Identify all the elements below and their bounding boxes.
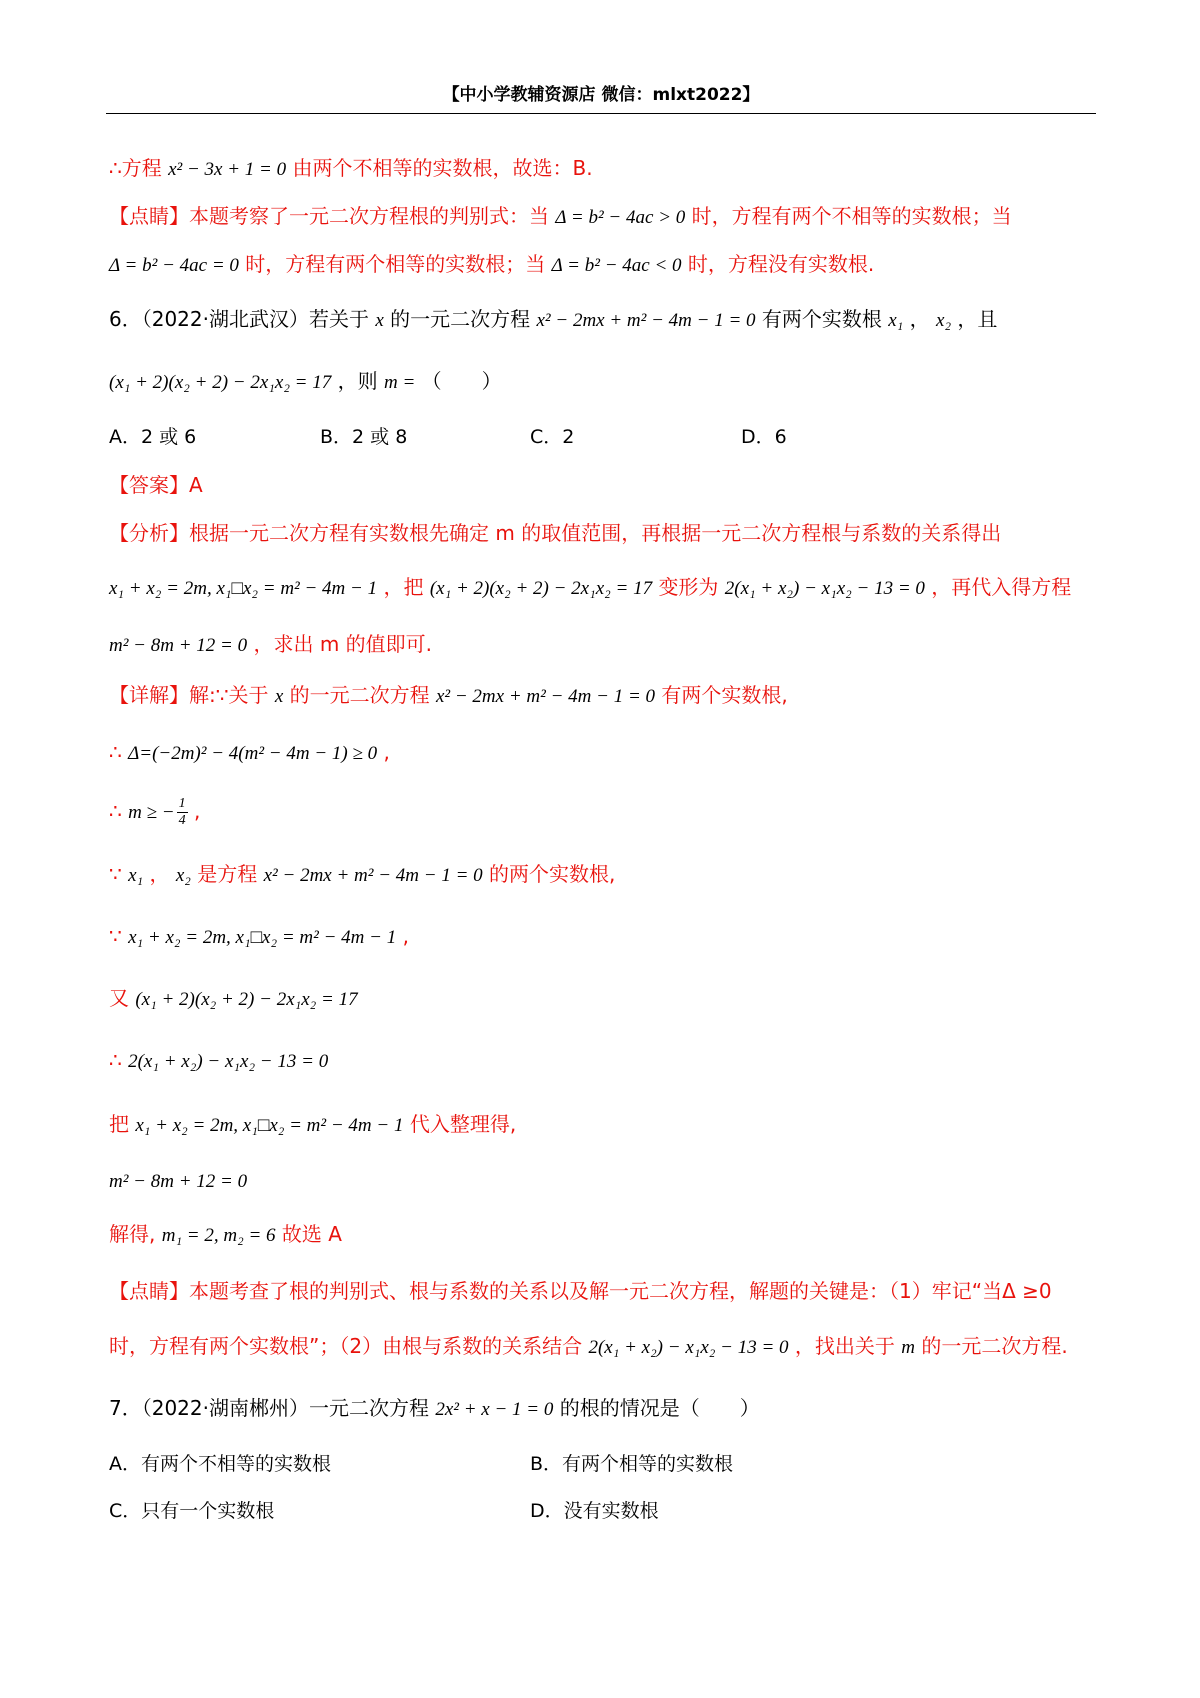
question-text: 有两个实数根: [761, 307, 882, 331]
equation: Δ = b² − 4ac = 0: [109, 255, 239, 276]
equation: 2x² + x − 1 = 0: [435, 1399, 554, 1420]
detail-text: 的一元二次方程: [289, 683, 430, 707]
equation: x² − 2mx + m² − 4m − 1 = 0: [263, 865, 483, 886]
equation: 2(x₁ + x₂) − x₁x₂ − 13 = 0: [724, 578, 925, 599]
detail-line-6: [109, 984, 1140, 1014]
analysis-line-1: 【分析】根据一元二次方程有实数根先确定 m 的取值范围，再根据一元二次方程根与系数的关系得出: [109, 521, 1002, 545]
tip-text: ，找出关于: [794, 1334, 895, 1358]
punctuation: ,: [383, 740, 390, 764]
detail-line-10: [109, 1220, 1140, 1250]
detail-text: 有两个实数根,: [661, 683, 788, 707]
question-6-stem: [109, 305, 1140, 335]
equation: m² − 8m + 12 = 0: [109, 1171, 248, 1192]
option-d: D．6: [741, 426, 787, 448]
equation: 2(x₁ + x₂) − x₁x₂ − 13 = 0: [588, 1337, 789, 1358]
tip-line-1: [109, 202, 1140, 232]
variable: m: [901, 1337, 915, 1358]
numerator: 1: [178, 796, 186, 811]
option-a: A．有两个不相等的实数根: [109, 1453, 331, 1475]
tip-text: 时，方程有两个不相等的实数根；当: [691, 204, 1012, 228]
punctuation: ,: [402, 924, 409, 948]
conclusion-text: 由两个不相等的实数根，故选：B.: [292, 156, 593, 180]
question-text: ，则: [337, 369, 378, 393]
equation: x² − 2mx + m² − 4m − 1 = 0: [435, 686, 656, 707]
equation: x₁ + x₂ = 2m, x₁□x₂ = m² − 4m − 1: [109, 578, 378, 599]
detail-line-1: [109, 681, 1140, 711]
root-1: x₁: [888, 310, 904, 331]
equation: m² − 8m + 12 = 0: [109, 635, 248, 656]
equation: Δ=(−2m)² − 4(m² − 4m − 1) ≥ 0: [128, 743, 378, 764]
analysis-text: ，把: [383, 575, 424, 599]
question-6-condition: [109, 367, 1140, 397]
option-c: C．2: [530, 426, 575, 448]
tip-text: 的一元二次方程.: [921, 1334, 1068, 1358]
tip-line-2: [109, 250, 1140, 280]
tip2-line-1: 【点睛】本题考查了根的判别式、根与系数的关系以及解一元二次方程，解题的关键是：（1）牢记“当Δ ≥0: [109, 1279, 1052, 1303]
detail-text: 把: [109, 1112, 129, 1136]
equation: x₁ + x₂ = 2m, x₁□x₂ = m² − 4m − 1: [135, 1115, 404, 1136]
variable: m =: [383, 372, 416, 393]
answer-line: 【答案】A: [109, 473, 203, 497]
conclusion-line: [109, 154, 1140, 184]
detail-line-3: [109, 796, 1140, 829]
detail-text: 故选 A: [281, 1222, 342, 1246]
root-2: x₂: [175, 865, 191, 886]
question-text: 的根的情况是（ ）: [559, 1396, 760, 1420]
separator: ，: [909, 307, 930, 331]
denominator: 4: [178, 813, 186, 828]
detail-text: 【详解】解:∵关于: [109, 683, 269, 707]
tip2-line-2: [109, 1332, 1140, 1362]
punctuation: ,: [193, 799, 201, 823]
question-7-stem: [109, 1394, 1140, 1424]
tip-text: 时，方程没有实数根.: [687, 252, 875, 276]
equation: (x₁ + 2)(x₂ + 2) − 2x₁x₂ = 17: [109, 372, 332, 393]
tip-text: 【点睛】本题考察了一元二次方程根的判别式：当: [109, 204, 549, 228]
detail-text: 是方程: [197, 862, 258, 886]
equation: Δ = b² − 4ac > 0: [555, 207, 686, 228]
detail-line-4: [109, 860, 1140, 890]
option-b: B．2 或 8: [320, 426, 408, 448]
fraction: [177, 796, 188, 829]
therefore-symbol: ∴: [109, 1048, 122, 1072]
therefore-symbol: ∴: [109, 740, 122, 764]
question-text: 7．（2022·湖南郴州）一元二次方程: [109, 1396, 429, 1420]
equation: m₁ = 2, m₂ = 6: [161, 1225, 276, 1246]
equation: Δ = b² − 4ac < 0: [551, 255, 682, 276]
detail-text: 又: [109, 986, 129, 1010]
equation: 2(x₁ + x₂) − x₁x₂ − 13 = 0: [128, 1051, 329, 1072]
option-b: B．有两个相等的实数根: [530, 1453, 734, 1475]
analysis-text: ，再代入得方程: [931, 575, 1072, 599]
option-c: C．只有一个实数根: [109, 1500, 275, 1522]
because-symbol: ∵: [109, 924, 122, 948]
detail-text: 解得,: [109, 1222, 156, 1246]
equation: (x₁ + 2)(x₂ + 2) − 2x₁x₂ = 17: [429, 578, 653, 599]
detail-line-7: [109, 1046, 1140, 1076]
detail-line-9: [109, 1166, 1140, 1196]
variable: x: [274, 686, 284, 707]
equation: m ≥ −: [128, 802, 175, 823]
because-symbol: ∵: [109, 862, 122, 886]
detail-line-2: [109, 738, 1140, 768]
detail-text: 的两个实数根,: [489, 862, 616, 886]
option-a: A．2 或 6: [109, 426, 197, 448]
conclusion-prefix: ∴方程: [109, 156, 162, 180]
analysis-text: ，求出 m 的值即可.: [253, 632, 433, 656]
tip-text: 时，方程有两个实数根”；（2）由根与系数的关系结合: [109, 1334, 583, 1358]
analysis-line-2: [109, 573, 1140, 603]
question-text: 的一元二次方程: [390, 307, 531, 331]
equation: x² − 2mx + m² − 4m − 1 = 0: [536, 310, 756, 331]
analysis-text: 变形为: [658, 575, 719, 599]
page-header: 【中小学教辅资源店 微信：mlxt2022】: [106, 80, 1096, 114]
root-2: x₂: [936, 310, 952, 331]
option-d: D．没有实数根: [530, 1500, 659, 1522]
equation: x₁ + x₂ = 2m, x₁□x₂ = m² − 4m − 1: [128, 927, 397, 948]
detail-line-8: [109, 1110, 1140, 1140]
equation: (x₁ + 2)(x₂ + 2) − 2x₁x₂ = 17: [135, 989, 358, 1010]
detail-line-5: [109, 922, 1140, 952]
question-text: 6．（2022·湖北武汉）若关于: [109, 307, 369, 331]
question-text: ，且: [957, 307, 998, 331]
tip-text: 时，方程有两个相等的实数根；当: [245, 252, 546, 276]
therefore-symbol: ∴: [109, 799, 122, 823]
equation: x² − 3x + 1 = 0: [168, 159, 287, 180]
variable: x: [375, 310, 384, 331]
root-1: x₁: [128, 865, 144, 886]
answer-blank: （ ）: [421, 369, 502, 393]
analysis-line-3: [109, 630, 1140, 660]
separator: ，: [149, 862, 170, 886]
detail-text: 代入整理得,: [409, 1112, 517, 1136]
